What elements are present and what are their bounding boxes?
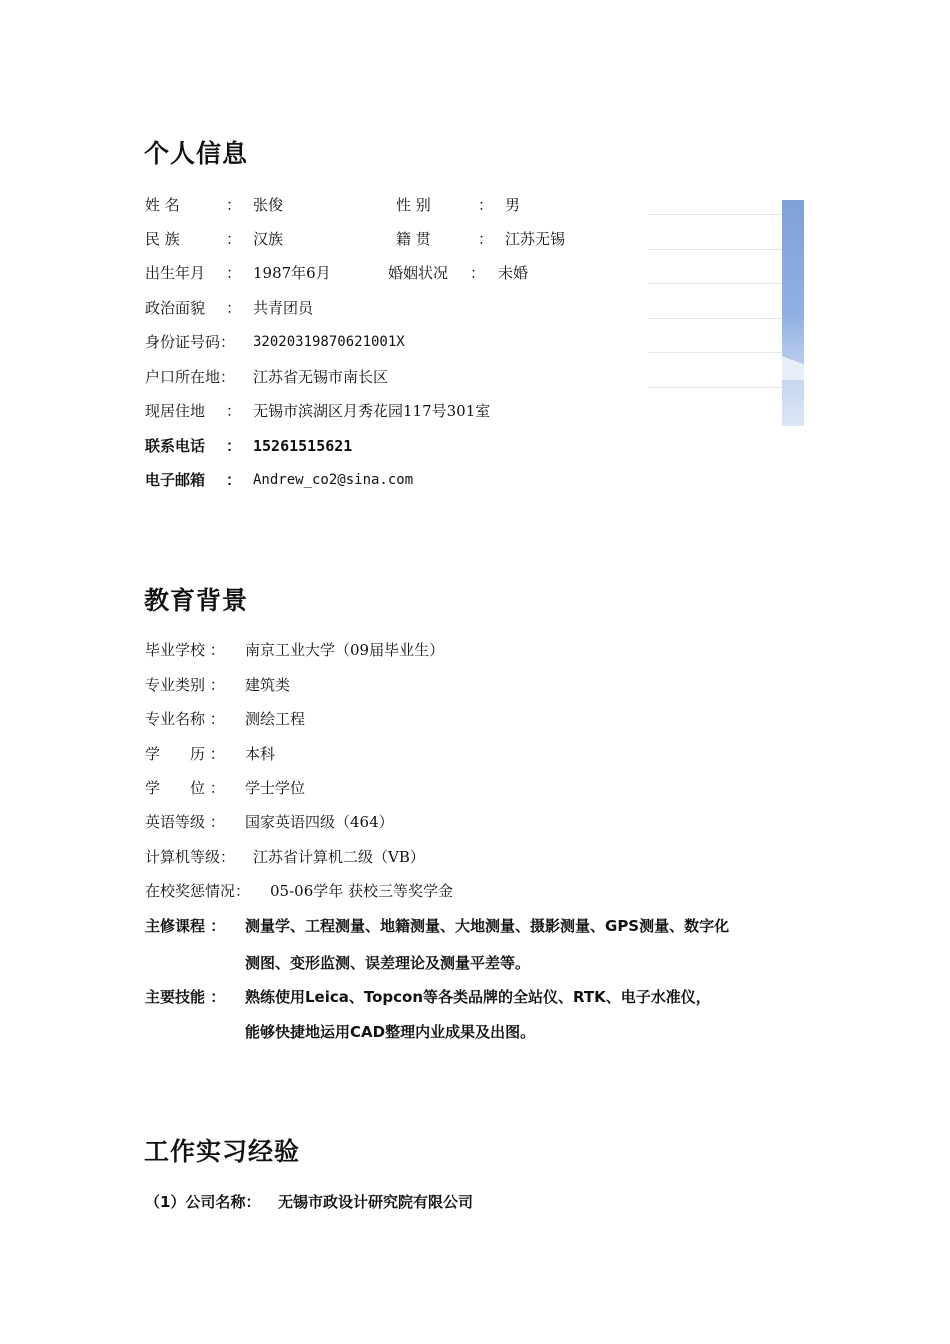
courses-line-2: 测图、变形监测、误差理论及测量平差等。 [245,954,531,972]
ethnic-label: 民 族 [145,230,180,248]
political-value: 共青团员 [253,299,314,317]
company-label: （1）公司名称： [145,1193,261,1211]
colon: ： [226,264,242,282]
birth-label: 出生年月 [145,264,206,282]
gender-value: 男 [505,196,521,214]
colon: ： [226,230,242,248]
school-label: 毕业学校 ： [145,641,225,659]
category-label: 专业类别 ： [145,676,225,694]
photo-strip [782,200,804,426]
email-label: 电子邮箱 [145,471,206,489]
degree-value: 学士学位 [245,779,306,797]
skills-line-1: 熟练使用Leica、Topcon等各类品牌的全站仪、RTK、电子水准仪， [245,988,711,1006]
major-label: 专业名称 ： [145,710,225,728]
email-value: Andrew_co2@sina.com [253,472,414,488]
colon: ： [226,299,242,317]
courses-label: 主修课程 ： [145,917,226,935]
phone-value: 15261515621 [253,437,353,455]
company-value: 无锡市政设计研究院有限公司 [278,1193,474,1211]
degree-level-value: 本科 [245,745,276,763]
hukou-value: 江苏省无锡市南长区 [253,368,389,386]
awards-value: 05-06学年 获校三等奖学金 [270,882,454,900]
english-label: 英语等级 ： [145,813,225,831]
address-label: 现居住地 [145,402,206,420]
name-label: 姓 名 [145,196,180,214]
phone-label: 联系电话 [145,437,206,455]
marital-value: 未婚 [498,264,529,282]
colon: ： [226,196,242,214]
major-value: 测绘工程 [245,710,306,728]
marital-label: 婚姻状况 [388,264,449,282]
computer-value: 江苏省计算机二级（VB） [253,848,425,866]
id-label: 身份证号码： [145,333,236,351]
colon: ： [478,196,494,214]
degree-level-label: 学 历 ： [145,745,225,763]
hukou-label: 户口所在地： [145,368,236,386]
name-value: 张俊 [253,196,284,214]
skills-line-2: 能够快捷地运用CAD整理内业成果及出图。 [245,1023,536,1041]
photo-frame [648,200,804,426]
category-value: 建筑类 [245,676,291,694]
english-value: 国家英语四级（464） [245,813,394,831]
computer-label: 计算机等级： [145,848,236,866]
native-label: 籍 贯 [396,230,431,248]
degree-label: 学 位 ： [145,779,225,797]
colon: ： [226,402,242,420]
section-title-work: 工作实习经验 [144,1137,301,1166]
school-value: 南京工业大学（09届毕业生） [245,641,445,659]
ethnic-value: 汉族 [253,230,284,248]
id-value: 32020319870621001X [253,334,405,350]
address-value: 无锡市滨湖区月秀花园117号301室 [253,402,491,420]
skills-label: 主要技能 ： [145,988,226,1006]
photo-notch [782,340,804,380]
political-label: 政治面貌 [145,299,206,317]
awards-label: 在校奖惩情况： [145,882,251,900]
colon: ： [470,264,486,282]
colon: ： [478,230,494,248]
section-title-education: 教育背景 [144,586,249,615]
colon: ： [226,471,242,489]
colon: ： [226,437,242,455]
courses-line-1: 测量学、工程测量、地籍测量、大地测量、摄影测量、GPS测量、数字化 [245,917,730,935]
birth-value: 1987年6月 [253,264,331,282]
native-value: 江苏无锡 [505,230,566,248]
section-title-personal: 个人信息 [144,139,249,168]
gender-label: 性 别 [396,196,431,214]
